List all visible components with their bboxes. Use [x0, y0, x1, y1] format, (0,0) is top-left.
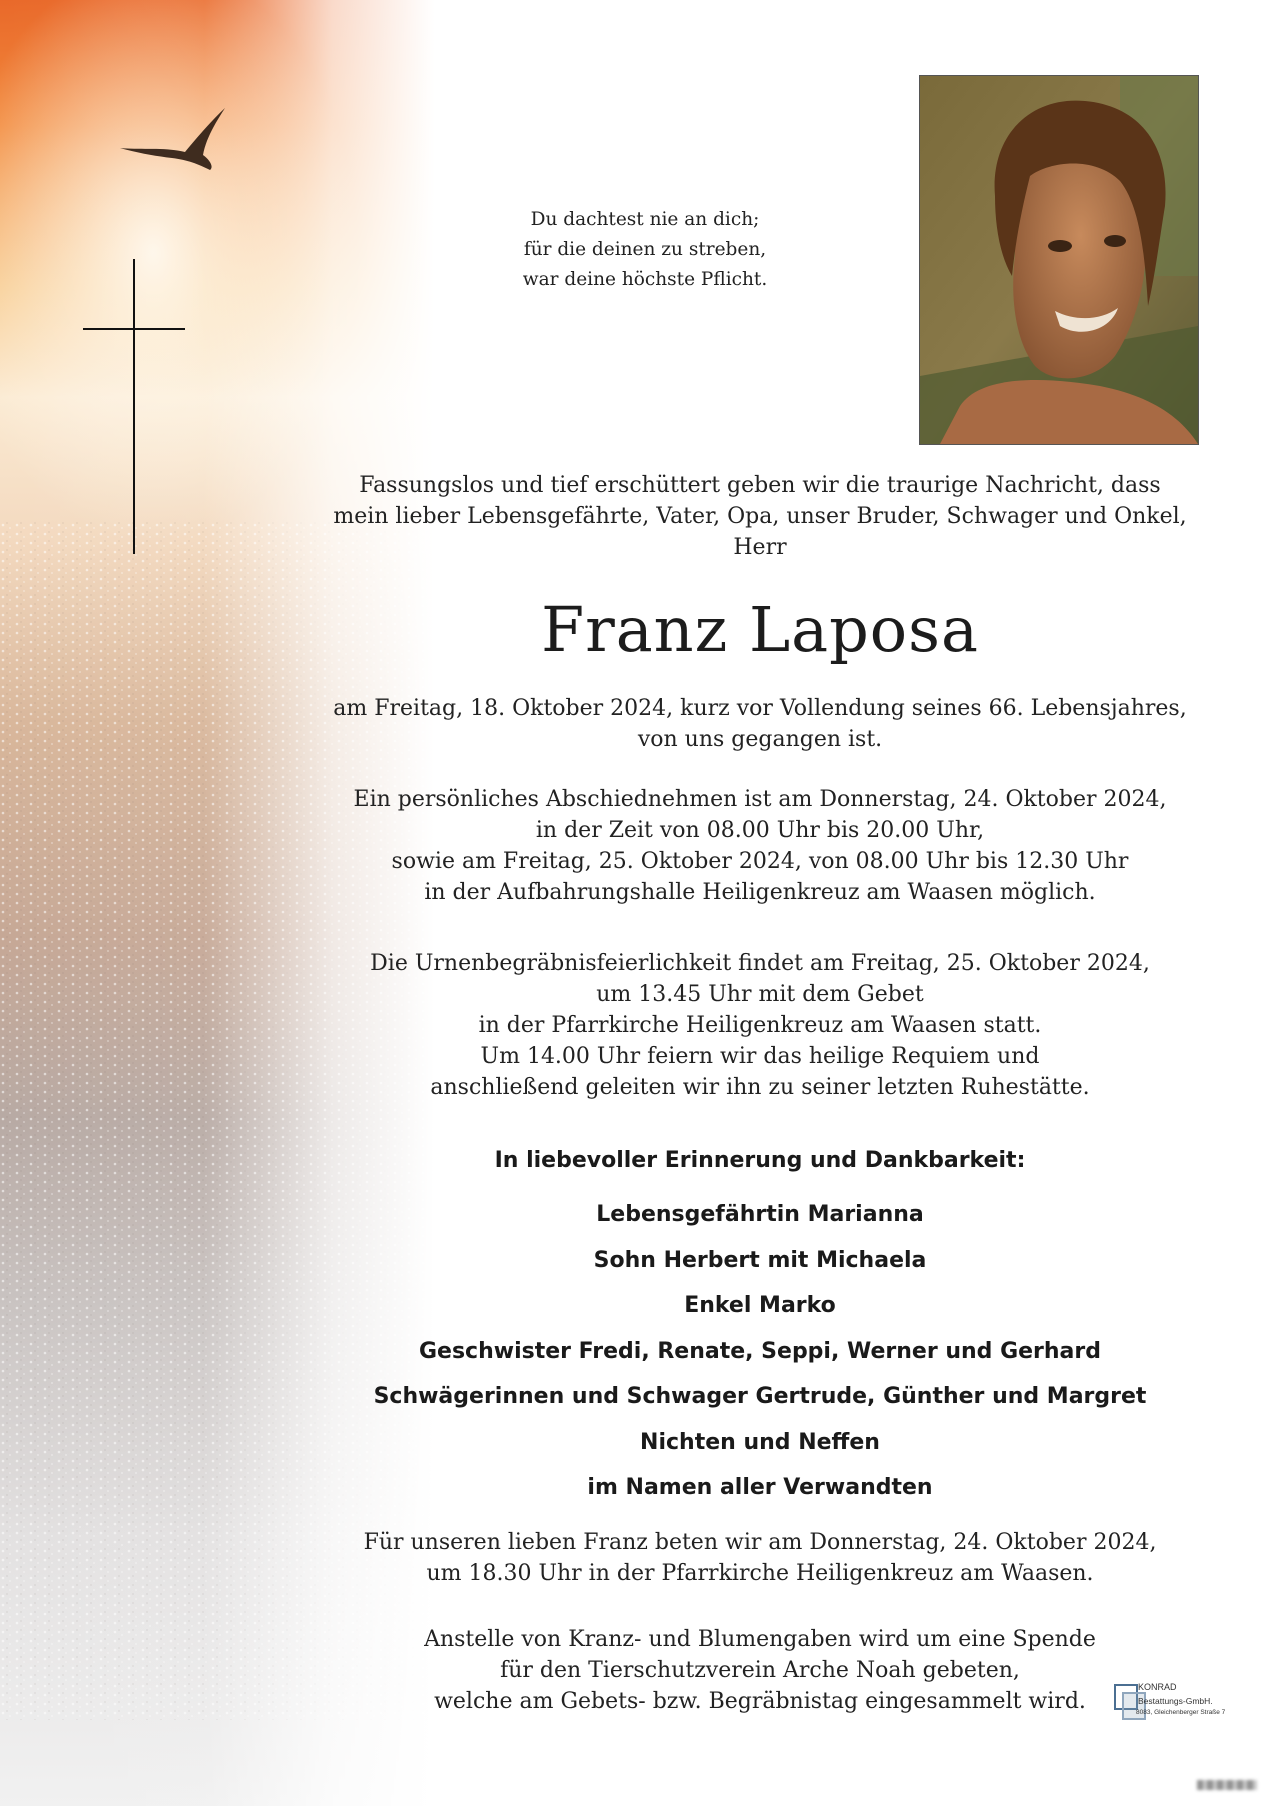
deceased-name: Franz Laposa: [541, 593, 979, 666]
text-line: in der Pfarrkirche Heiligenkreuz am Waasen statt.: [478, 1013, 1042, 1038]
donation-text: [300, 1624, 1220, 1717]
portrait-photo: [919, 75, 1199, 445]
text-line: sowie am Freitag, 25. Oktober 2024, von 08.00 Uhr bis 12.30 Uhr: [391, 849, 1129, 874]
family-line: Lebensgefährtin Marianna: [596, 1202, 924, 1227]
cross-icon: [133, 259, 135, 554]
family-line: Sohn Herbert mit Michaela: [593, 1247, 927, 1273]
text-line: Die Urnenbegräbnisfeierlichkeit findet am Freitag, 25. Oktober 2024,: [370, 951, 1150, 976]
text-line: welche am Gebets- bzw. Begräbnistag eingesammelt wird.: [434, 1689, 1086, 1714]
announcement-text: [300, 470, 1220, 563]
text-line: mein lieber Lebensgefährte, Vater, Opa, unser Bruder, Schwager und Onkel,: [333, 504, 1187, 529]
text-line: Anstelle von Kranz- und Blumengaben wird um eine Spende: [424, 1627, 1096, 1652]
ceremony-text: [300, 948, 1220, 1103]
text-line: in der Aufbahrungshalle Heiligenkreuz am Waasen möglich.: [424, 880, 1096, 905]
text-line: in der Zeit von 08.00 Uhr bis 20.00 Uhr,: [535, 818, 985, 843]
text-line: am Freitag, 18. Oktober 2024, kurz vor Vollendung seines 66. Lebensjahres,: [333, 696, 1187, 721]
prayer-text: [300, 1527, 1220, 1589]
text-line: Ein persönliches Abschiednehmen ist am Donnerstag, 24. Oktober 2024,: [353, 787, 1167, 812]
text-line: anschließend geleiten wir ihn zu seiner letzten Ruhestätte.: [430, 1075, 1090, 1100]
verse-line: für die deinen zu streben,: [523, 239, 767, 260]
memory-heading: In liebevoller Erinnerung und Dankbarkeit:: [494, 1148, 1026, 1173]
blurred-code: [1197, 1780, 1257, 1790]
family-line: Enkel Marko: [684, 1293, 836, 1318]
logo-address: 8083, Gleichenberger Straße 7: [1136, 1709, 1226, 1716]
logo-company: Bestattungs-GmbH.: [1138, 1696, 1213, 1706]
family-line: im Namen aller Verwandten: [587, 1475, 933, 1500]
text-line: Für unseren lieben Franz beten wir am Donnerstag, 24. Oktober 2024,: [363, 1530, 1157, 1555]
verse: [430, 205, 860, 295]
logo-name: KONRAD: [1138, 1682, 1177, 1692]
text-line: Fassungslos und tief erschüttert geben wir die traurige Nachricht, dass: [359, 473, 1161, 498]
family-line: Schwägerinnen und Schwager Gertrude, Günther und Margret: [373, 1384, 1147, 1409]
family-list: [300, 1192, 1220, 1511]
text-line: von uns gegangen ist.: [637, 727, 883, 752]
text-line: für den Tierschutzverein Arche Noah gebeten,: [500, 1658, 1020, 1683]
family-line: Nichten und Neffen: [640, 1429, 880, 1455]
cross-icon-bar: [83, 328, 185, 330]
death-text: [300, 693, 1220, 755]
text-line: um 13.45 Uhr mit dem Gebet: [596, 982, 924, 1007]
text-line: um 18.30 Uhr in der Pfarrkirche Heiligenkreuz am Waasen.: [426, 1561, 1094, 1586]
verse-line: Du dachtest nie an dich;: [530, 209, 760, 230]
family-line: Geschwister Fredi, Renate, Seppi, Werner und Gerhard: [418, 1338, 1102, 1364]
funeral-home-logo: [1112, 1678, 1238, 1734]
verse-line: war deine höchste Pflicht.: [522, 269, 768, 290]
text-line: Um 14.00 Uhr feiern wir das heilige Requiem und: [480, 1044, 1040, 1069]
farewell-text: [300, 784, 1220, 908]
text-line: Herr: [733, 535, 787, 560]
